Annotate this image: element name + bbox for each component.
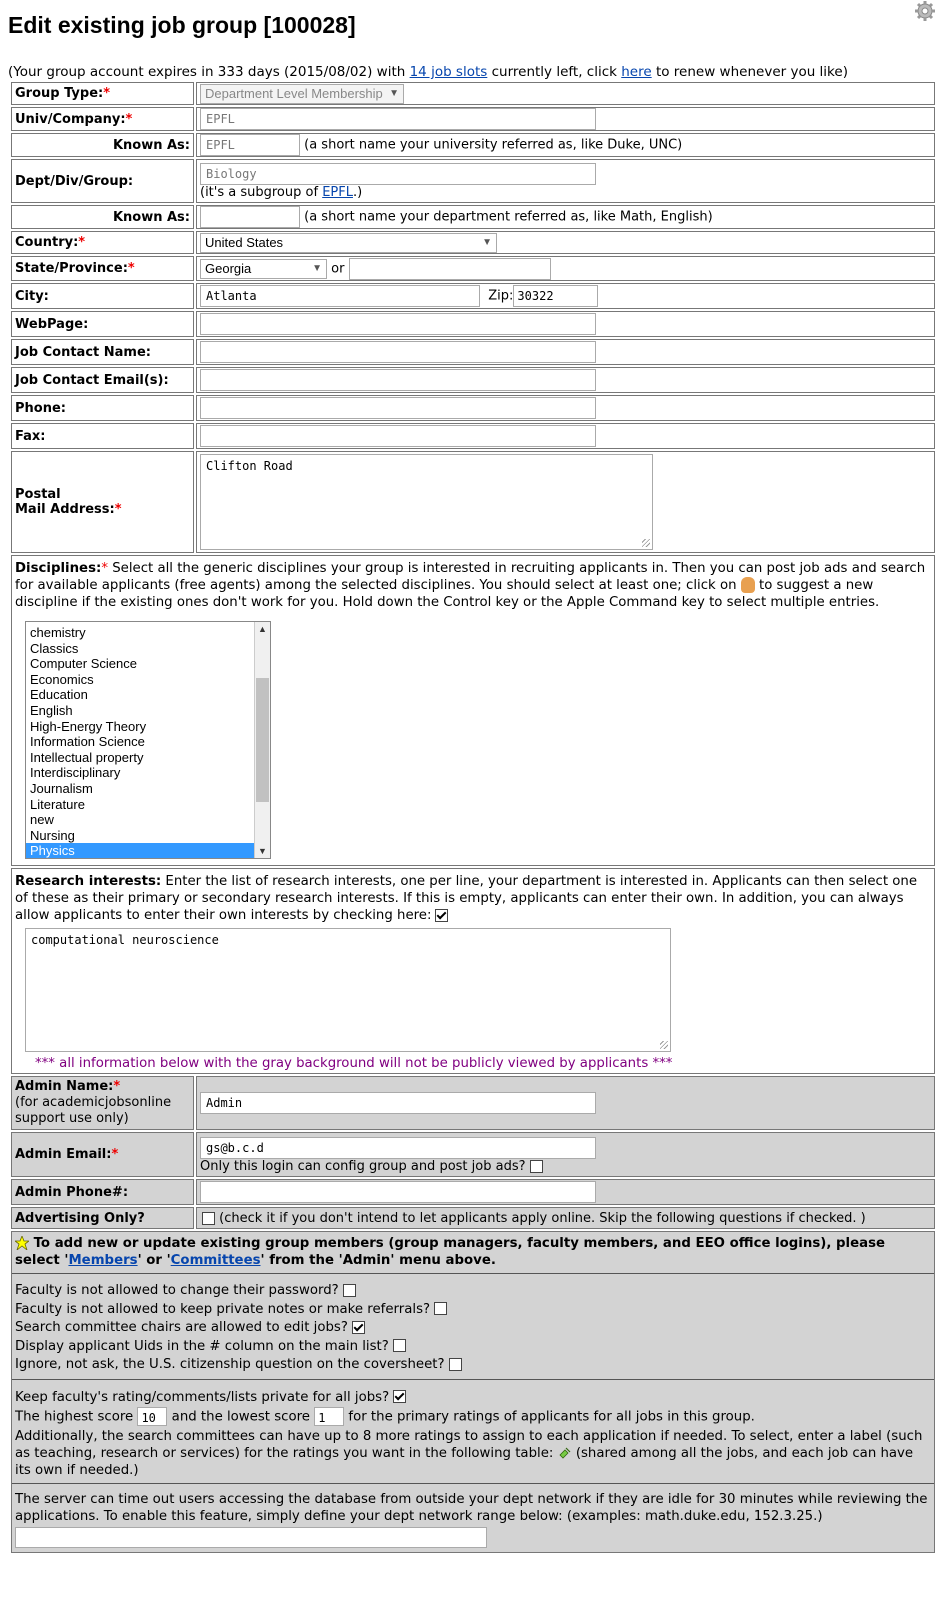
- edit-ratings-icon[interactable]: [558, 1446, 572, 1460]
- admin-email-label: Admin Email:*: [11, 1132, 194, 1177]
- option-checkbox[interactable]: [434, 1302, 447, 1315]
- dept-known-as-hint: (a short name your department referred as, like Math, English): [304, 209, 713, 225]
- state-label: State/Province:*: [11, 256, 194, 281]
- scroll-thumb[interactable]: [256, 678, 269, 802]
- admin-name-label: Admin Name:* (for academicjobsonline support use only): [11, 1076, 194, 1130]
- option-checkbox[interactable]: [393, 1339, 406, 1352]
- expiry-notice: (Your group account expires in 333 days (2015/08/02) with 14 job slots currently left, click here to renew whenever you like): [8, 64, 848, 80]
- group-type-select[interactable]: Department Level Membership ▼: [200, 84, 404, 104]
- admin-name-input[interactable]: Admin: [200, 1092, 596, 1114]
- phone-label: Phone:: [11, 395, 194, 421]
- advertising-label: Advertising Only?: [11, 1207, 194, 1229]
- faculty-options: [15, 1282, 931, 1375]
- subgroup-note: (it's a subgroup of EPFL.): [200, 185, 363, 200]
- chevron-down-icon: ▼: [312, 262, 322, 274]
- allow-own-interests-checkbox[interactable]: [435, 909, 448, 922]
- option-row: [15, 1282, 931, 1301]
- listbox-scrollbar[interactable]: [254, 622, 270, 858]
- resize-grip-icon[interactable]: [642, 539, 650, 547]
- job-group-form: [9, 80, 937, 1555]
- renew-here-link[interactable]: here: [621, 64, 652, 80]
- country-select[interactable]: United States ▼: [200, 233, 497, 253]
- contact-email-label: Job Contact Email(s):: [11, 367, 194, 393]
- research-textarea[interactable]: computational neuroscience: [25, 928, 671, 1052]
- star-icon: [15, 1236, 29, 1250]
- country-label: Country:*: [11, 231, 194, 254]
- timeout-note: The server can time out users accessing the database from outside your dept network if they are idle for 30 minutes while reviewing the applications. To enable this feature, simply define your dept network range below: (examples: math.duke.edu, 152.3.25.): [15, 1492, 928, 1524]
- univ-known-as-hint: (a short name your university referred as, like Duke, UNC): [304, 137, 683, 153]
- chevron-down-icon: ▼: [389, 87, 399, 99]
- admin-phone-label: Admin Phone#:: [11, 1179, 194, 1205]
- discipline-option[interactable]: Information Science: [30, 734, 145, 750]
- option-row: [15, 1301, 931, 1320]
- univ-input[interactable]: EPFL: [200, 108, 596, 130]
- option-row: [15, 1338, 931, 1357]
- admin-login-only-checkbox[interactable]: [530, 1160, 543, 1173]
- discipline-option[interactable]: High-Energy Theory: [30, 718, 147, 734]
- ratings-private-checkbox[interactable]: [393, 1390, 406, 1403]
- discipline-option[interactable]: chemistry: [30, 625, 86, 640]
- dept-input[interactable]: Biology: [200, 163, 596, 185]
- scroll-down-icon[interactable]: ▼: [258, 846, 267, 856]
- admin-email-input[interactable]: gs@b.c.d: [200, 1137, 596, 1159]
- score-range-row: The highest score 10 and the lowest score 1 for the primary ratings of applicants for all jobs in this group.: [15, 1407, 931, 1427]
- discipline-option[interactable]: Physics: [26, 843, 254, 859]
- committees-link[interactable]: Committees: [170, 1253, 261, 1268]
- state-select[interactable]: Georgia ▼: [200, 259, 327, 279]
- discipline-option[interactable]: Computer Science: [30, 656, 137, 672]
- discipline-option[interactable]: Intellectual property: [30, 749, 144, 765]
- fax-input[interactable]: [200, 425, 596, 447]
- job-slots-link[interactable]: 14 job slots: [409, 64, 488, 80]
- state-other-input[interactable]: [349, 258, 551, 280]
- highest-score-input[interactable]: 10: [137, 1407, 167, 1426]
- option-label: Display applicant Uids in the # column on the main list?: [15, 1338, 389, 1354]
- discipline-option[interactable]: Literature: [30, 796, 85, 812]
- suggest-hand-icon[interactable]: [741, 577, 755, 593]
- postal-textarea[interactable]: Clifton Road: [200, 454, 653, 550]
- univ-known-as-input[interactable]: EPFL: [200, 134, 300, 156]
- discipline-option[interactable]: English: [30, 702, 73, 718]
- contact-name-input[interactable]: [200, 341, 596, 363]
- contact-name-label: Job Contact Name:: [11, 339, 194, 365]
- option-checkbox[interactable]: [449, 1358, 462, 1371]
- city-label: City:: [11, 283, 194, 309]
- disciplines-description: Disciplines:* Select all the generic disciplines your group is interested in recruiting applicants in. Then you can post job ads and search for available applicants (free agents) among the selected disciplines. You should select at least one; click on to suggest a new discipline if the existing ones don't work for you. Hold down the Control key or the Apple Command key to select multiple entries.: [15, 561, 926, 610]
- disciplines-items: [26, 625, 270, 859]
- admin-phone-input[interactable]: [200, 1181, 596, 1203]
- group-type-label: Group Type:*: [11, 82, 194, 105]
- or-label: or: [331, 261, 345, 276]
- more-ratings-note: Additionally, the search committees can have up to 8 more ratings to assign to each application if needed. To select, enter a label (such as teaching, research or services) for the ratings you want in the following table: (shared among all the jobs, and each job can have its own if needed.): [15, 1429, 923, 1478]
- research-description: Research interests: Enter the list of research interests, one per line, your department is interested in. Applicants can then select one of these as their primary or secondary research interests. If this is empty, applicants can enter their own. In addition, you can always allow applicants to enter their own interests by checking here:: [15, 874, 918, 923]
- option-row: [15, 1356, 931, 1375]
- option-label: Search committee chairs are allowed to edit jobs?: [15, 1320, 348, 1335]
- members-note: To add new or update existing group members (group managers, faculty members, and EEO office logins), please select 'Members' or 'Committees' from the 'Admin' menu above.: [15, 1236, 885, 1268]
- admin-login-only-label: Only this login can config group and post job ads?: [200, 1158, 526, 1174]
- discipline-option[interactable]: Nursing: [30, 827, 75, 843]
- subgroup-epfl-link[interactable]: EPFL: [322, 185, 353, 200]
- univ-known-as-label: Known As:: [11, 133, 194, 157]
- univ-label: Univ/Company:*: [11, 107, 194, 131]
- network-range-input[interactable]: [15, 1527, 487, 1548]
- advertising-hint: (check it if you don't intend to let applicants apply online. Skip the following questions if checked. ): [219, 1210, 866, 1226]
- city-input[interactable]: Atlanta: [200, 285, 480, 307]
- resize-grip-icon[interactable]: [660, 1041, 668, 1049]
- disciplines-cell: [11, 555, 935, 866]
- option-label: Ignore, not ask, the U.S. citizenship question on the coversheet?: [15, 1357, 445, 1372]
- advertising-checkbox[interactable]: [202, 1212, 215, 1225]
- discipline-option[interactable]: Economics: [30, 671, 94, 687]
- research-cell: [11, 868, 935, 1074]
- chevron-down-icon: ▼: [482, 236, 492, 248]
- discipline-option[interactable]: Journalism: [30, 780, 93, 796]
- fax-label: Fax:: [11, 423, 194, 449]
- option-row: [15, 1319, 931, 1338]
- postal-label: Postal Mail Address:*: [11, 451, 194, 553]
- admin-options-cell: [11, 1231, 935, 1553]
- discipline-option[interactable]: Classics: [30, 640, 79, 656]
- phone-input[interactable]: [200, 397, 596, 419]
- dept-known-as-label: Known As:: [11, 205, 194, 229]
- members-link[interactable]: Members: [68, 1253, 138, 1268]
- discipline-option[interactable]: Education: [30, 687, 88, 703]
- zip-label: Zip:: [488, 288, 514, 304]
- option-checkbox[interactable]: [352, 1321, 365, 1334]
- gear-icon[interactable]: [914, 0, 936, 22]
- webpage-label: WebPage:: [11, 311, 194, 337]
- webpage-input[interactable]: [200, 313, 596, 335]
- lowest-score-input[interactable]: 1: [314, 1407, 344, 1426]
- discipline-option[interactable]: new: [30, 812, 54, 828]
- option-label: Faculty is not allowed to keep private notes or make referrals?: [15, 1301, 431, 1317]
- zip-input[interactable]: 30322: [513, 285, 598, 307]
- scroll-up-icon[interactable]: ▲: [258, 624, 267, 634]
- dept-label: Dept/Div/Group:: [11, 159, 194, 203]
- option-checkbox[interactable]: [343, 1284, 356, 1297]
- privacy-notice: *** all information below with the gray background will not be publicly viewed by applicants ***: [35, 1056, 673, 1071]
- page-title: Edit existing job group [100028]: [8, 12, 356, 38]
- disciplines-listbox[interactable]: [25, 621, 271, 859]
- contact-email-input[interactable]: [200, 369, 596, 391]
- option-label: Faculty is not allowed to change their password?: [15, 1283, 339, 1298]
- dept-known-as-input[interactable]: [200, 206, 300, 228]
- discipline-option[interactable]: Interdisciplinary: [30, 765, 121, 781]
- ratings-private-row: Keep faculty's rating/comments/lists private for all jobs?: [15, 1388, 931, 1407]
